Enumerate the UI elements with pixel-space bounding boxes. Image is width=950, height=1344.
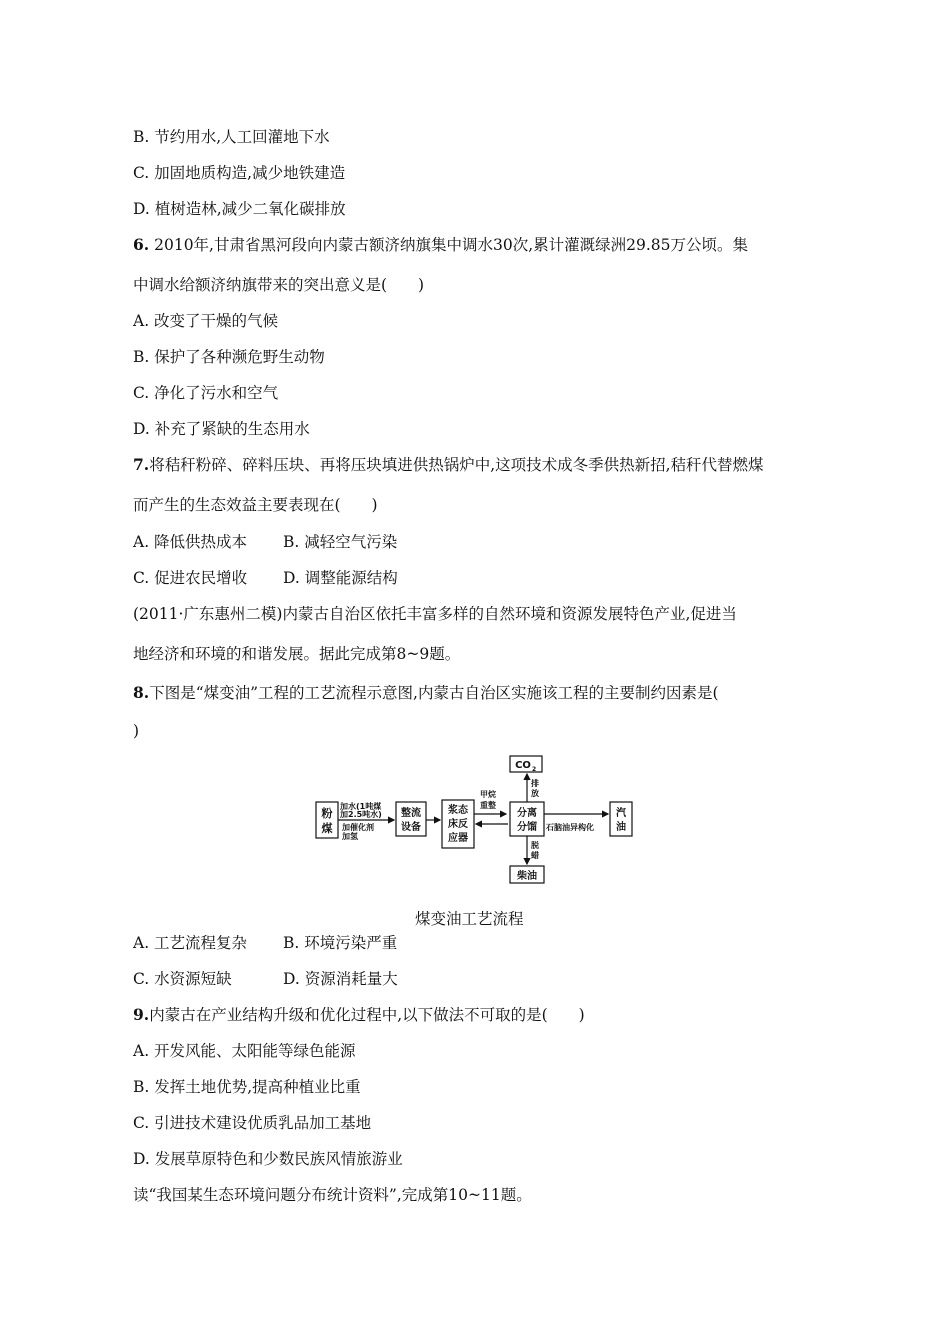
- q7-options-cd: [133, 567, 398, 589]
- zhengliu-label-1: 整流: [401, 808, 421, 819]
- co2-subscript: 2: [532, 766, 537, 773]
- q6-number: 6.: [133, 235, 150, 254]
- jiangtai-label-1: 浆态: [448, 805, 468, 816]
- tuola-label-1: 脱: [531, 841, 539, 850]
- q7-option-c: C. 促进农民增收: [133, 569, 248, 587]
- q8-option-a: A. 工艺流程复杂: [133, 934, 248, 952]
- qiyou-label-1: 汽: [616, 808, 626, 819]
- coal-to-oil-diagram: [310, 754, 650, 886]
- q7-stem-line1: [133, 454, 764, 476]
- q8-option-c: C. 水资源短缺: [133, 970, 232, 988]
- box-fenli: [510, 802, 544, 836]
- q7-option-a: A. 降低供热成本: [133, 533, 248, 551]
- q5-option-d: D. 植树造林,减少二氧化碳排放: [133, 200, 346, 218]
- q6-option-d: D. 补充了紧缺的生态用水: [133, 420, 310, 438]
- q7-number: 7.: [133, 455, 150, 474]
- box-fenmei: [316, 802, 338, 838]
- q7-option-d: D. 调整能源结构: [283, 569, 398, 587]
- box-qiyou: [610, 802, 632, 836]
- q8-option-d: D. 资源消耗量大: [283, 970, 398, 988]
- q9-option-a: A. 开发风能、太阳能等绿色能源: [133, 1042, 356, 1060]
- fenmei-label-1: 粉: [321, 807, 333, 820]
- q10-intro: 读“我国某生态环境问题分布统计资料”,完成第10~11题。: [133, 1186, 532, 1204]
- intro-line1: (2011·广东惠州二模)内蒙古自治区依托丰富多样的自然环境和资源发展特色产业,促进当: [133, 605, 737, 623]
- jiashui-label-2: 加2.5吨水): [340, 810, 382, 819]
- q6-stem-line1: [133, 234, 748, 256]
- q8-options-ab: [133, 932, 397, 954]
- q9-option-c: C. 引进技术建设优质乳品加工基地: [133, 1114, 372, 1132]
- q7-option-b: B. 减轻空气污染: [283, 533, 398, 551]
- chaiyou-label: 柴油: [517, 871, 537, 882]
- zhengliu-label-2: 设备: [401, 822, 421, 833]
- box-zhengliu: [396, 802, 426, 836]
- jiangtai-label-2: 床反: [448, 819, 468, 830]
- jiashui-label-1: 加水(1吨煤: [340, 802, 382, 811]
- q6-option-b: B. 保护了各种濒危野生动物: [133, 348, 325, 366]
- q8-number: 8.: [133, 683, 150, 702]
- q7-options-ab: [133, 531, 397, 553]
- box-jiangtai: [442, 800, 474, 848]
- fenli-label-1: 分离: [517, 808, 537, 819]
- q9-stem: [133, 1004, 585, 1026]
- diagram-caption: 煤变油工艺流程: [415, 910, 524, 928]
- q9-number: 9.: [133, 1005, 150, 1024]
- qiyou-label-2: 油: [616, 822, 626, 833]
- jiawan-label-1: 甲烷: [480, 790, 496, 799]
- paifang-label-1: 排: [531, 779, 539, 788]
- q9-option-b: B. 发挥土地优势,提高种植业比重: [133, 1078, 361, 1096]
- intro-line2: 地经济和环境的和谐发展。据此完成第8~9题。: [133, 645, 461, 663]
- cuihua-label-2: 加氢: [342, 832, 358, 841]
- q6-stem-line2: 中调水给额济纳旗带来的突出意义是( ): [133, 276, 425, 294]
- q8-stem-line1: [133, 682, 719, 704]
- cuihua-label-1: 加催化剂: [342, 823, 374, 832]
- jiangtai-label-3: 应器: [448, 833, 468, 844]
- jiawan-label-2: 重整: [480, 801, 496, 810]
- q6-option-a: A. 改变了干燥的气候: [133, 312, 279, 330]
- q8-option-b: B. 环境污染严重: [283, 934, 398, 952]
- q8-stem-line2: ): [133, 722, 140, 740]
- fenli-label-2: 分馏: [517, 822, 537, 833]
- shinao-label: 石脑油异构化: [546, 823, 594, 832]
- paifang-label-2: 放: [531, 789, 539, 798]
- q6-text-1: 2010年,甘肃省黑河段向内蒙古额济纳旗集中调水30次,累计灌溉绿洲29.85万公顷。集: [149, 236, 749, 254]
- q5-option-c: C. 加固地质构造,减少地铁建造: [133, 164, 346, 182]
- q7-stem-line2: 而产生的生态效益主要表现在( ): [133, 496, 378, 514]
- box-chaiyou: [510, 866, 544, 883]
- fenmei-label-2: 煤: [321, 822, 333, 835]
- q8-text-1: 下图是“煤变油”工程的工艺流程示意图,内蒙古自治区实施该工程的主要制约因素是(: [149, 684, 719, 702]
- q9-text: 内蒙古在产业结构升级和优化过程中,以下做法不可取的是( ): [149, 1006, 585, 1024]
- q5-option-b: B. 节约用水,人工回灌地下水: [133, 128, 330, 146]
- q8-options-cd: [133, 968, 398, 990]
- q7-text-1: 将秸秆粉碎、碎料压块、再将压块填进供热锅炉中,这项技术成冬季供热新招,秸秆代替燃煤: [149, 456, 764, 474]
- co2-label: CO: [515, 760, 531, 771]
- tuola-label-2: 蜡: [531, 851, 539, 860]
- box-co2: [510, 756, 542, 773]
- q6-option-c: C. 净化了污水和空气: [133, 384, 279, 402]
- q9-option-d: D. 发展草原特色和少数民族风情旅游业: [133, 1150, 403, 1168]
